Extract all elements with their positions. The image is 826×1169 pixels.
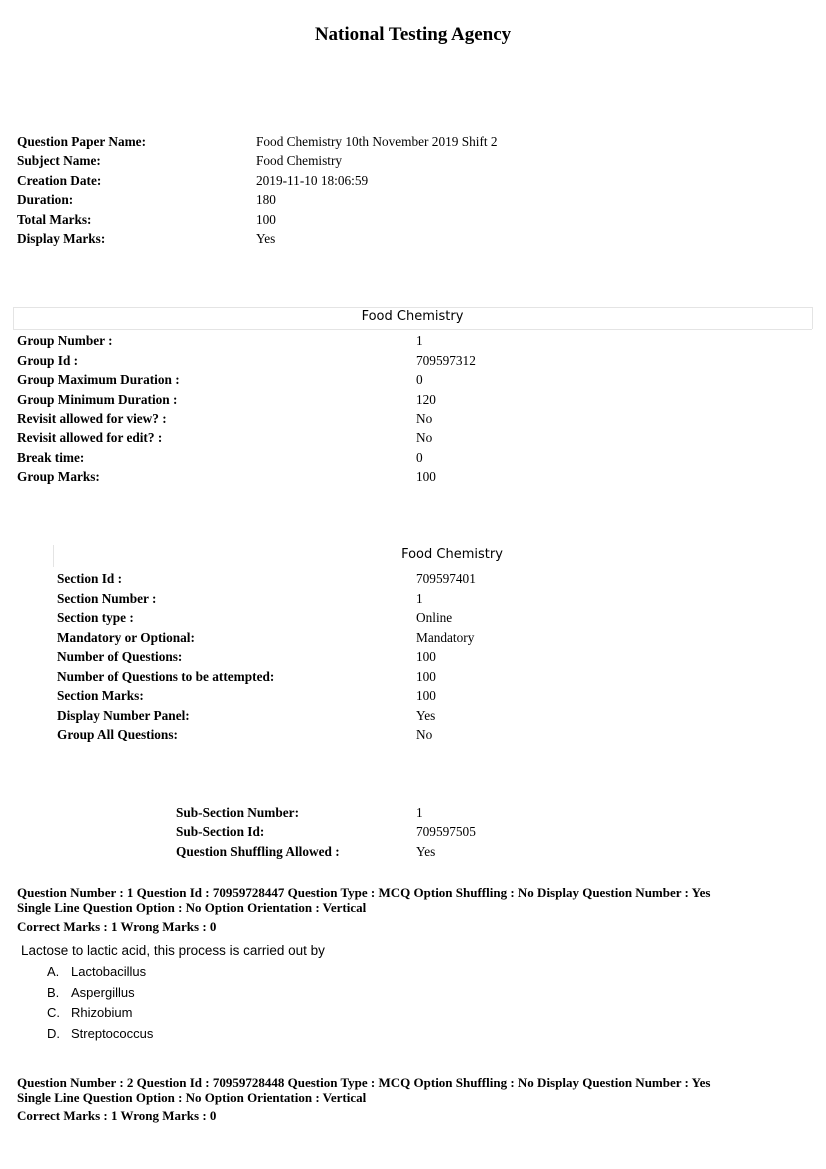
field-label: Section Number : xyxy=(57,591,157,606)
field-value: No xyxy=(416,430,433,445)
field-value: 120 xyxy=(416,392,436,407)
section-info-row xyxy=(57,707,737,725)
field-label: Section type : xyxy=(57,610,134,625)
field-label: Duration: xyxy=(17,192,74,207)
field-label: Group Minimum Duration : xyxy=(17,392,178,407)
paper-info-row xyxy=(17,172,717,190)
group-band-bottom-border xyxy=(13,329,812,330)
field-label: Break time: xyxy=(17,450,85,465)
field-label: Display Number Panel: xyxy=(57,708,190,723)
field-label: Subject Name: xyxy=(17,153,101,168)
field-label: Sub-Section Id: xyxy=(176,824,265,839)
paper-info-row xyxy=(17,191,717,209)
field-label: Group Number : xyxy=(17,333,113,348)
field-value: 100 xyxy=(416,649,436,664)
field-value: 1 xyxy=(416,333,423,348)
field-label: Section Id : xyxy=(57,571,123,586)
field-value: Yes xyxy=(416,844,436,859)
section-info-row xyxy=(57,687,737,705)
subsection-info-row xyxy=(176,823,736,841)
field-label: Display Marks: xyxy=(17,231,106,246)
option-item xyxy=(47,984,247,1002)
field-label: Revisit allowed for view? : xyxy=(17,411,167,426)
section-info-row xyxy=(57,629,737,647)
field-value: Mandatory xyxy=(416,630,475,645)
option-text: Lactobacillus xyxy=(71,964,147,979)
field-value: 709597401 xyxy=(416,571,476,586)
field-value: 0 xyxy=(416,372,423,387)
section-info-row xyxy=(57,609,737,627)
field-label: Mandatory or Optional: xyxy=(57,630,195,645)
field-label: Sub-Section Number: xyxy=(176,805,300,820)
subsection-info-row xyxy=(176,804,736,822)
option-letter: B. xyxy=(47,985,60,1000)
field-value: 180 xyxy=(256,192,276,207)
field-value: 100 xyxy=(416,669,436,684)
field-label: Number of Questions: xyxy=(57,649,183,664)
field-value: Yes xyxy=(256,231,276,246)
option-text: Rhizobium xyxy=(71,1005,133,1020)
question-text: Lactose to lactic acid, this process is carried out by xyxy=(21,943,325,958)
question-marks: Correct Marks : 1 Wrong Marks : 0 xyxy=(17,1108,217,1123)
group-band-right-border xyxy=(812,307,813,329)
question-header xyxy=(17,886,807,915)
field-value: 100 xyxy=(256,212,276,227)
option-item xyxy=(47,1004,247,1022)
option-letter: A. xyxy=(47,964,60,979)
group-info-row xyxy=(17,429,717,447)
option-letter: D. xyxy=(47,1026,60,1041)
group-info-row xyxy=(17,352,717,370)
section-info-row xyxy=(57,570,737,588)
group-info-row xyxy=(17,371,717,389)
subsection-info-row xyxy=(176,843,736,861)
field-value: Food Chemistry xyxy=(256,153,343,168)
field-label: Group Id : xyxy=(17,353,79,368)
option-item xyxy=(47,1025,247,1043)
question-header-line: Question Number : 2 Question Id : 70959728448 Question Type : MCQ Option Shuffling : No Display Question Number : Yes xyxy=(17,1075,711,1090)
paper-info-row xyxy=(17,152,717,170)
field-value: 1 xyxy=(416,591,423,606)
option-text: Aspergillus xyxy=(71,985,135,1000)
group-info-row xyxy=(17,332,717,350)
field-value: No xyxy=(416,727,433,742)
field-label: Section Marks: xyxy=(57,688,144,703)
field-value: 2019-11-10 18:06:59 xyxy=(256,173,369,188)
field-label: Question Shuffling Allowed : xyxy=(176,844,340,859)
option-text: Streptococcus xyxy=(71,1026,154,1041)
section-info-row xyxy=(57,726,737,744)
field-label: Group All Questions: xyxy=(57,727,178,742)
field-label: Creation Date: xyxy=(17,173,102,188)
field-label: Group Marks: xyxy=(17,469,100,484)
field-value: 100 xyxy=(416,469,436,484)
page-title: National Testing Agency xyxy=(314,24,512,45)
field-label: Group Maximum Duration : xyxy=(17,372,180,387)
group-info-row xyxy=(17,468,717,486)
paper-info-row xyxy=(17,211,717,229)
field-label: Number of Questions to be attempted: xyxy=(57,669,275,684)
question-header xyxy=(17,1076,807,1105)
field-value: 100 xyxy=(416,688,436,703)
field-value: Yes xyxy=(416,708,436,723)
group-title: Food Chemistry xyxy=(361,309,464,324)
paper-info-row xyxy=(17,133,717,151)
field-label: Total Marks: xyxy=(17,212,92,227)
question-header-line: Single Line Question Option : No Option Orientation : Vertical xyxy=(17,899,367,915)
option-item xyxy=(47,963,247,981)
question-header-line: Question Number : 1 Question Id : 70959728447 Question Type : MCQ Option Shuffling : No Display Question Number : Yes xyxy=(17,885,711,900)
field-value: 709597312 xyxy=(416,353,476,368)
field-value: 0 xyxy=(416,450,423,465)
question-marks: Correct Marks : 1 Wrong Marks : 0 xyxy=(17,919,217,934)
field-value: 1 xyxy=(416,805,423,820)
group-band-top-border xyxy=(13,307,812,308)
section-info-row xyxy=(57,668,737,686)
field-value: No xyxy=(416,411,433,426)
group-info-row xyxy=(17,410,717,428)
question-header-line: Single Line Question Option : No Option Orientation : Vertical xyxy=(17,1089,367,1105)
paper-info-row xyxy=(17,230,717,248)
group-info-row xyxy=(17,449,717,467)
section-title: Food Chemistry xyxy=(401,547,503,562)
group-info-row xyxy=(17,391,717,409)
field-label: Revisit allowed for edit? : xyxy=(17,430,163,445)
section-info-row xyxy=(57,648,737,666)
section-info-row xyxy=(57,590,737,608)
field-value: 709597505 xyxy=(416,824,476,839)
field-value: Food Chemistry 10th November 2019 Shift 2 xyxy=(256,134,498,149)
field-value: Online xyxy=(416,610,453,625)
field-label: Question Paper Name: xyxy=(17,134,147,149)
option-letter: C. xyxy=(47,1005,60,1020)
